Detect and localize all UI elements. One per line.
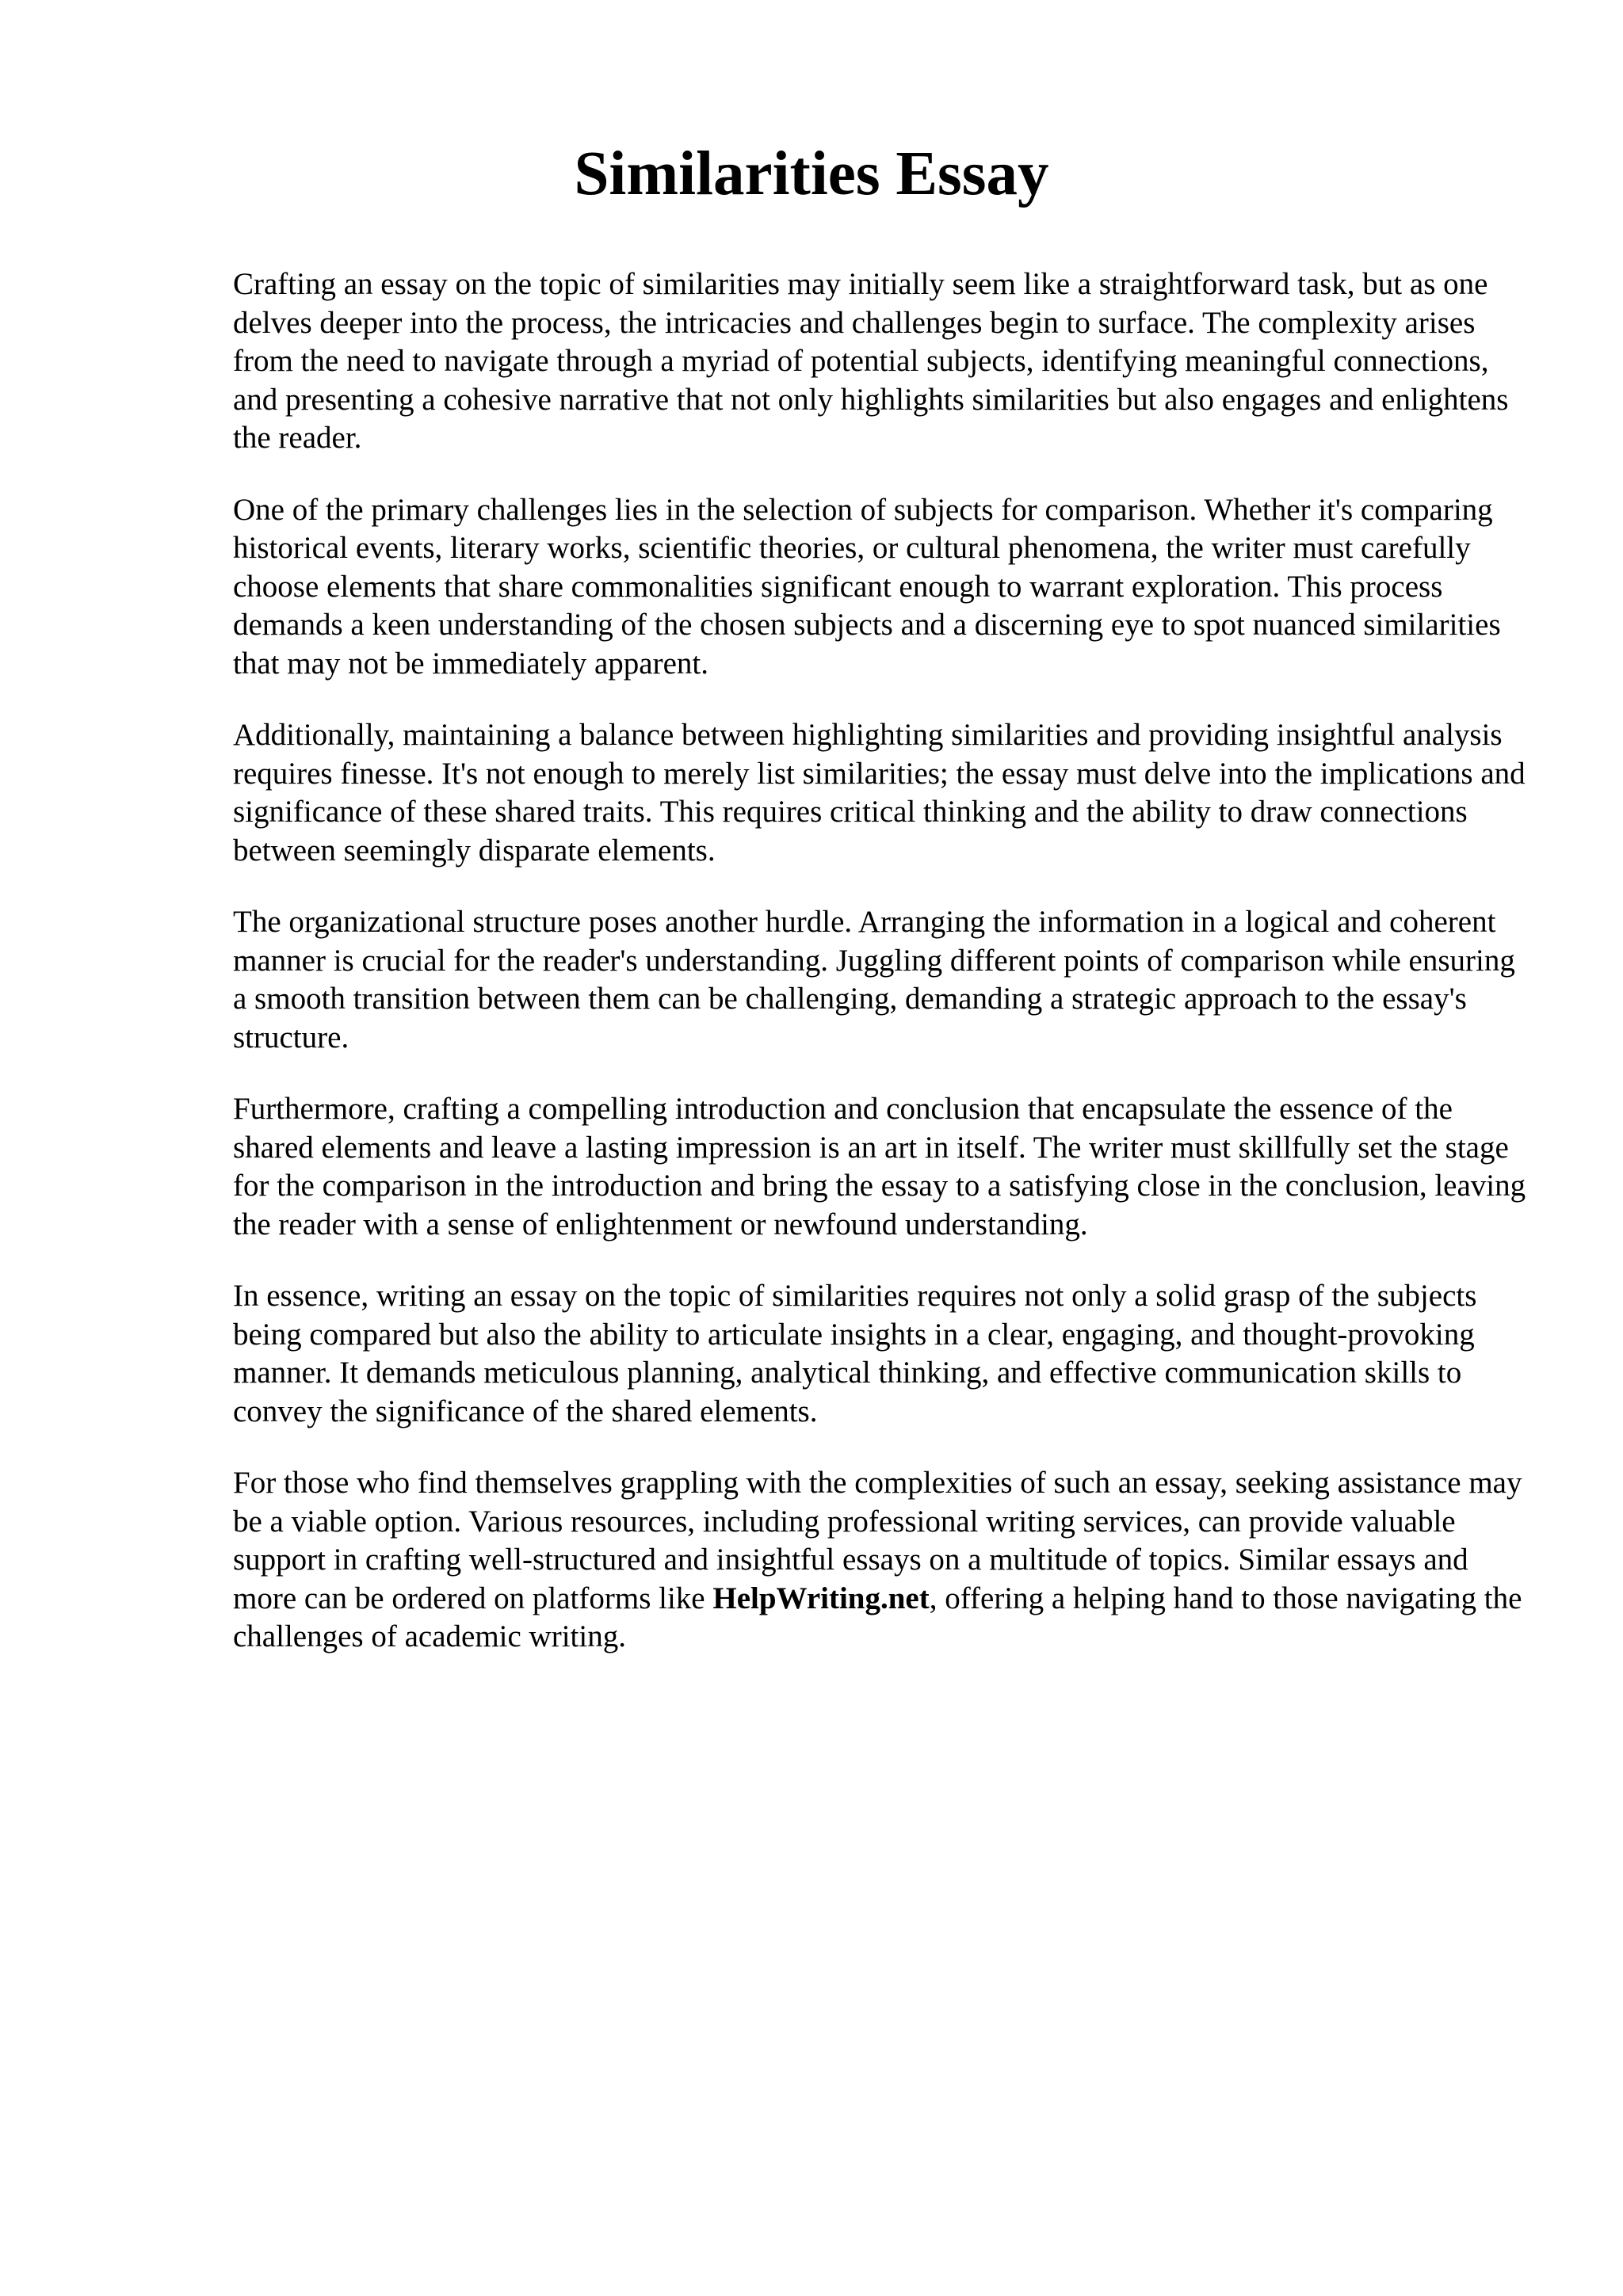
paragraph-7 bbox=[233, 1464, 1533, 1657]
essay-body bbox=[233, 265, 1533, 1690]
paragraph-3: Additionally, maintaining a balance between highlighting similarities and providing insightful analysis requires finesse. It's not enough to merely list similarities; the essay must delve into the implications and significance of these shared traits. This requires critical thinking and the ability to draw connections between seemingly disparate elements. bbox=[233, 718, 1526, 868]
page-title: Similarities Essay bbox=[574, 139, 1049, 208]
paragraph-2: One of the primary challenges lies in the selection of subjects for comparison. Whether it's comparing historical events, literary works, scientific theories, or cultural phenomena, the writer must carefully choose elements that share commonalities significant enough to warrant exploration. This process demands a keen understanding of the chosen subjects and a discerning eye to spot nuanced similarities that may not be immediately apparent. bbox=[233, 492, 1501, 681]
paragraph-6: In essence, writing an essay on the topic of similarities requires not only a solid grasp of the subjects being compared but also the ability to articulate insights in a clear, engaging, and thought-provoking manner. It demands meticulous planning, analytical thinking, and effective communication skills to convey the significance of the shared elements. bbox=[233, 1279, 1477, 1428]
paragraph-4: The organizational structure poses another hurdle. Arranging the information in a logical and coherent manner is crucial for the reader's understanding. Juggling different points of comparison while ensuring a smooth transition between them can be challenging, demanding a strategic approach to the essay's structure. bbox=[233, 905, 1515, 1055]
paragraph-7-text-after: , offering a helping hand to those navigating the challenges of academic writing. bbox=[233, 1581, 1522, 1653]
paragraph-5: Furthermore, crafting a compelling introduction and conclusion that encapsulate the essence of the shared elements and leave a lasting impression is an art in itself. The writer must skillfully set the stage for the comparison in the introduction and bring the essay to a satisfying close in the conclusion, leaving the reader with a sense of enlightenment or newfound understanding. bbox=[233, 1092, 1526, 1241]
paragraph-7-text-before: For those who find themselves grappling with the complexities of such an essay, seeking assistance may be a viable option. Various resources, including professional writing services, can provide valuable support in crafting well-structured and insightful essays on a multitude of topics. Similar essays and more can be ordered on platforms like bbox=[233, 1466, 1522, 1615]
brand-name: HelpWriting.net bbox=[712, 1581, 930, 1615]
paragraph-1: Crafting an essay on the topic of similarities may initially seem like a straightforward task, but as one delves deeper into the process, the intricacies and challenges begin to surface. The complexity arises from the need to navigate through a myriad of potential subjects, identifying meaningful connections, and presenting a cohesive narrative that not only highlights similarities but also engages and enlightens the reader. bbox=[233, 267, 1509, 455]
